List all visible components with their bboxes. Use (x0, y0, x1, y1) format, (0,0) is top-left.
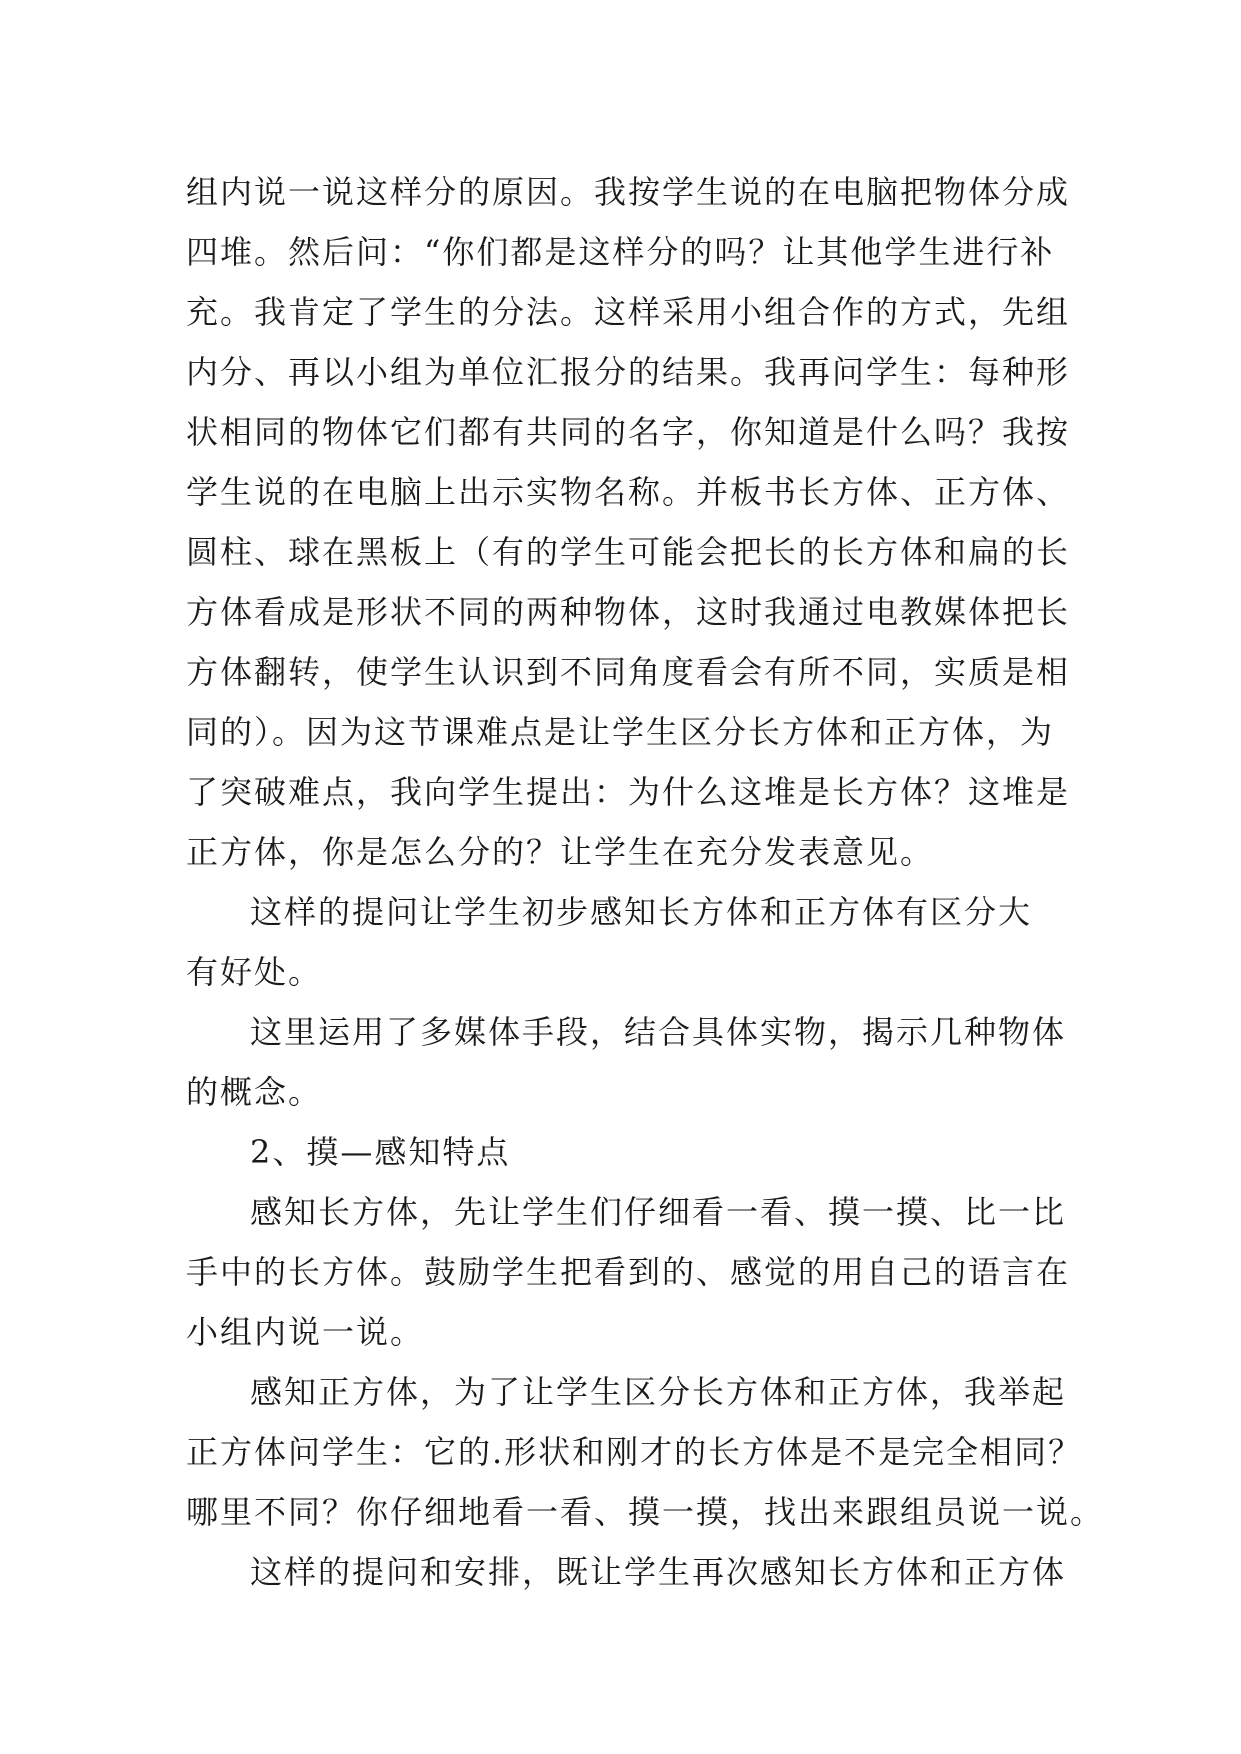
text-line: 感知长方体，先让学生们仔细看一看、摸一摸、比一比 (250, 1193, 1067, 1231)
text-line: 内分、再以小组为单位汇报分的结果。我再问学生：每种形 (186, 353, 1071, 391)
text-line: 组内说一说这样分的原因。我按学生说的在电脑把物体分成 (186, 173, 1071, 211)
text-line: 方体看成是形状不同的两种物体，这时我通过电教媒体把长 (186, 593, 1071, 631)
text-line: 这样的提问和安排，既让学生再次感知长方体和正方体 (250, 1553, 1067, 1591)
paragraph (186, 1002, 1067, 1122)
document-body (186, 162, 1105, 1602)
text-line: 四堆。然后问：“你们都是这样分的吗？让其他学生进行补 (186, 233, 1055, 271)
text-line: 圆柱、球在黑板上（有的学生可能会把长的长方体和扁的长 (186, 533, 1071, 571)
text-line: 正方体，你是怎么分的？让学生在充分发表意见。 (186, 833, 935, 871)
paragraph (186, 162, 1071, 882)
text-line: 同的）。因为这节课难点是让学生区分长方体和正方体，为 (186, 713, 1055, 751)
paragraph (186, 1182, 1071, 1362)
text-line: 充。我肯定了学生的分法。这样采用小组合作的方式，先组 (186, 293, 1071, 331)
text-line: 有好处。 (186, 953, 323, 991)
text-line: 正方体问学生：它的.形状和刚才的长方体是不是完全相同？ (186, 1433, 1083, 1471)
text-line: 这样的提问让学生初步感知长方体和正方体有区分大 (250, 893, 1033, 931)
paragraph (186, 1362, 1105, 1542)
paragraph (186, 1122, 1056, 1182)
text-line: 手中的长方体。鼓励学生把看到的、感觉的用自己的语言在 (186, 1253, 1071, 1291)
text-line: 学生说的在电脑上出示实物名称。并板书长方体、正方体、 (186, 473, 1071, 511)
text-line: 2、摸—感知特点 (250, 1133, 511, 1171)
text-line: 状相同的物体它们都有共同的名字，你知道是什么吗？我按 (186, 413, 1071, 451)
text-line: 的概念。 (186, 1073, 323, 1111)
text-line: 哪里不同？你仔细地看一看、摸一摸，找出来跟组员说一说。 (186, 1493, 1105, 1531)
paragraph (186, 1542, 1067, 1602)
text-line: 小组内说一说。 (186, 1313, 425, 1351)
text-line: 这里运用了多媒体手段，结合具体实物，揭示几种物体 (250, 1013, 1067, 1051)
paragraph (186, 882, 1056, 1002)
text-line: 方体翻转，使学生认识到不同角度看会有所不同，实质是相 (186, 653, 1071, 691)
text-line: 感知正方体，为了让学生区分长方体和正方体，我举起 (250, 1373, 1067, 1411)
text-line: 了突破难点，我向学生提出：为什么这堆是长方体？这堆是 (186, 773, 1071, 811)
